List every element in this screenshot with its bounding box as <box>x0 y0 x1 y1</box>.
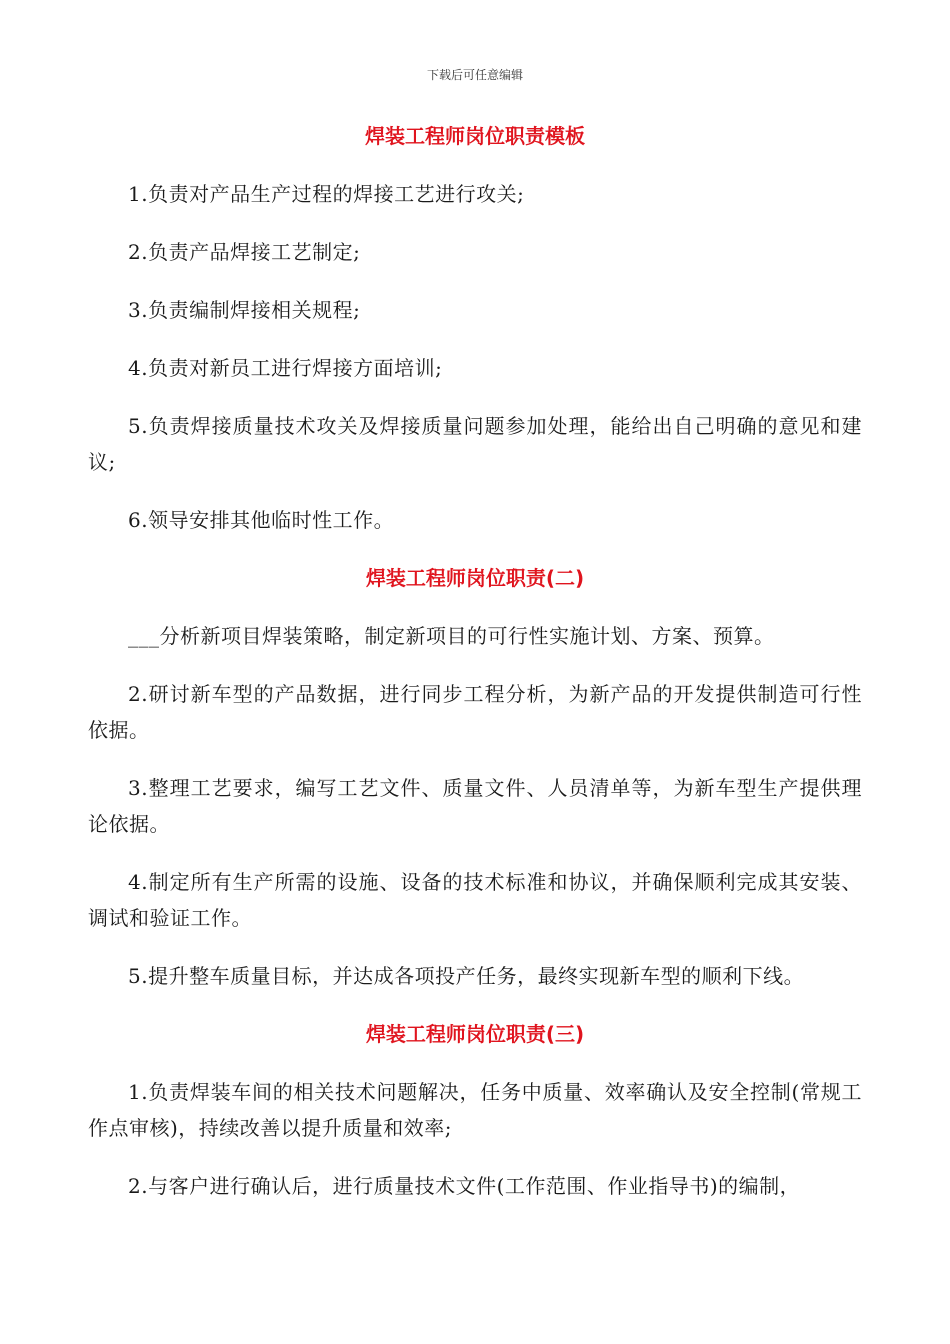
paragraph: ___分析新项目焊装策略，制定新项目的可行性实施计划、方案、预算。 <box>128 624 775 648</box>
header-note: 下载后可任意编辑 <box>426 68 523 82</box>
paragraph: 4.负责对新员工进行焊接方面培训; <box>128 356 443 380</box>
paragraph: 5.提升整车质量目标，并达成各项投产任务，最终实现新车型的顺利下线。 <box>128 964 805 988</box>
paragraph: 2.研讨新车型的产品数据，进行同步工程分析，为新产品的开发提供制造可行性依据。 <box>88 682 862 742</box>
section-title: 焊装工程师岗位职责模板 <box>365 124 585 148</box>
paragraph: 2.负责产品焊接工艺制定; <box>128 240 361 264</box>
document-content <box>88 118 862 1226</box>
paragraph: 3.整理工艺要求，编写工艺文件、质量文件、人员清单等，为新车型生产提供理论依据。 <box>88 776 862 836</box>
paragraph: 1.负责焊装车间的相关技术问题解决，任务中质量、效率确认及安全控制(常规工作点审核)，持续改善以提升质量和效率; <box>88 1080 862 1140</box>
paragraph: 3.负责编制焊接相关规程; <box>128 298 361 322</box>
paragraph: 4.制定所有生产所需的设施、设备的技术标准和协议，并确保顺利完成其安装、调试和验证工作。 <box>88 870 862 930</box>
paragraph: 5.负责焊接质量技术攻关及焊接质量问题参加处理，能给出自己明确的意见和建议; <box>88 414 862 474</box>
paragraph: 1.负责对产品生产过程的焊接工艺进行攻关; <box>128 182 525 206</box>
section-title: 焊装工程师岗位职责(三) <box>365 1022 585 1046</box>
paragraph: 2.与客户进行确认后，进行质量技术文件(工作范围、作业指导书)的编制， <box>128 1174 801 1198</box>
paragraph: 6.领导安排其他临时性工作。 <box>128 508 395 532</box>
section-title: 焊装工程师岗位职责(二) <box>365 566 585 590</box>
